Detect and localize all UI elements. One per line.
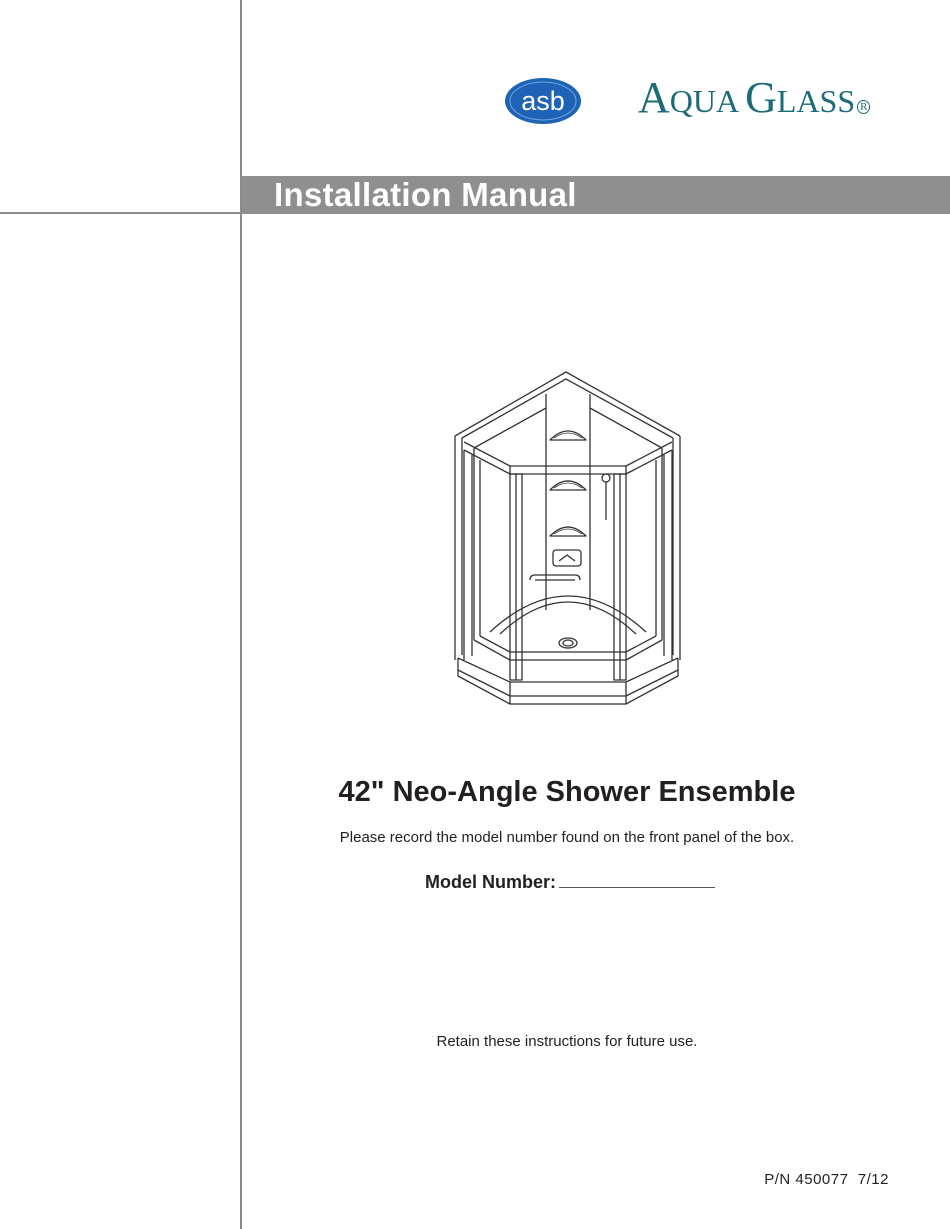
part-number: P/N 450077 7/12 [764,1171,889,1188]
asb-logo [504,77,584,127]
horizontal-rule [0,212,240,214]
title-banner [242,176,950,214]
manual-title: Installation Manual [274,176,577,213]
product-title: 42" Neo-Angle Shower Ensemble [338,776,796,808]
record-instruction: Please record the model number found on the front panel of the box. [339,829,795,846]
model-number-row [425,872,715,893]
model-number-label: Model Number: [425,872,557,892]
asb-logo-text: asb [521,86,565,116]
model-number-blank [559,873,715,888]
aquaglass-logo: AQUA GLASS R [638,72,870,123]
shower-illustration [450,370,686,710]
retain-note: Retain these instructions for future use. [436,1033,698,1050]
